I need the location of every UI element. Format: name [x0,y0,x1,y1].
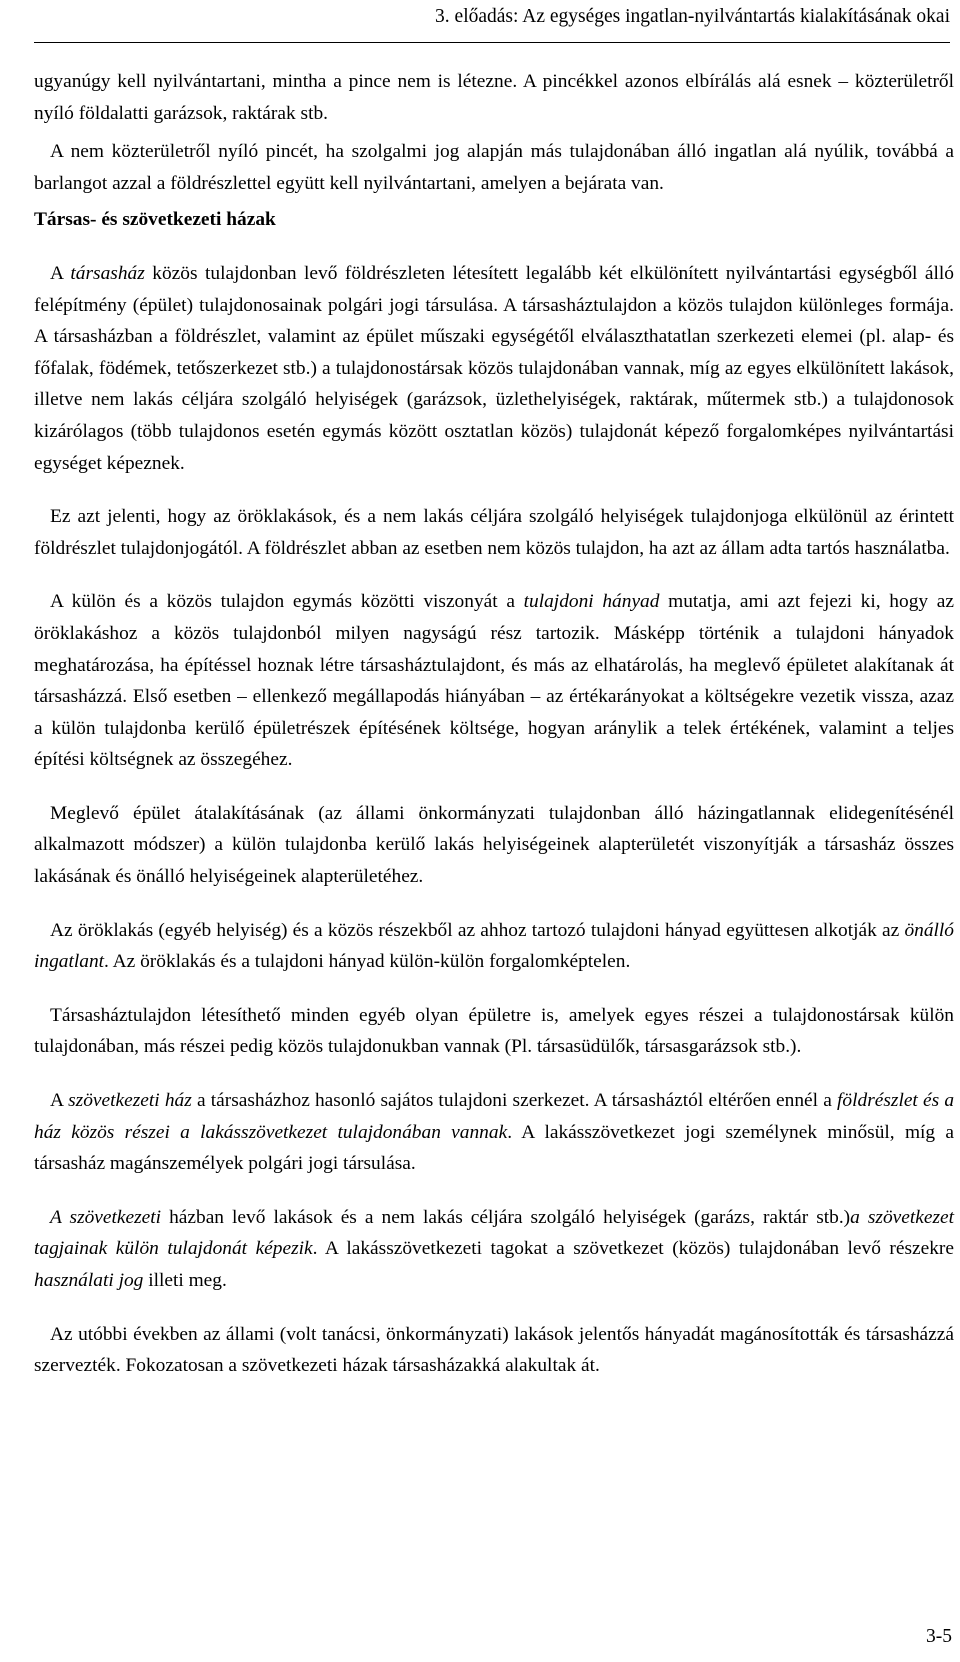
text-run: a társasházhoz hasonló sajátos tulajdoni szerkezet. A társasháztól eltérően ennél a [191,1090,838,1112]
document-body [34,66,954,1382]
italic-term: földrészlet és a ház közös részei a lakásszövetkezet tulajdonában vannak [34,1090,955,1143]
text-run: . Az öröklakás és a tulajdoni hányad külön-külön forgalomképtelen. [104,951,631,973]
paragraph: Ez azt jelenti, hogy az öröklakások, és a nem lakás céljára szolgáló helyiségek tulajdonjoga elkülönül az érintett földrészlet tulajdonjogától. A földrészlet abban az esetben nem közös tulajdon, ha azt az állam adta tartós használatba. [34,506,954,559]
text-run: A külön és a közös tulajdon egymás közötti viszonyát a [50,591,524,613]
paragraph: Az utóbbi években az állami (volt tanácsi, önkormányzati) lakások jelentős hányadát magánosították és társasházzá szervezték. Fokozatosan a szövetkezeti házak társasházakká alakultak át. [34,1323,954,1377]
paragraph [34,915,954,978]
text-run: illeti meg. [143,1270,227,1291]
italic-term: önálló ingatlant [34,919,954,973]
text-run: közös tulajdonban levő földrészleten létesített legalább két elkülönített nyilvántartási egységből álló felépítmény (épület) tulajdonosainak polgári jogi társulása. A társasháztulajdon a közös tulajdon különleges formája. A társasházban a földrészlet, valamint az épület műszaki egységétől elválaszthatatlan szerkezeti elemei (pl. alap- és főfalak, födémek, tetőszerkezet stb.) a tulajdonostársak közös tulajdonában vannak, míg az egyes elkülönített lakások, illetve nem lakás céljára szolgáló helyiségek (garázsok, üzlethelyiségek, raktárak, műtermek stb.) a tulajdonosok kizárólagos (több tulajdonos esetén egymás között osztatlan közös) tulajdonát képező forgalomképes nyilvántartási egységet képeznek. [34,262,955,474]
paragraph: Társasháztulajdon létesíthető minden egyéb olyan épületre is, amelyek egyes részei a tulajdonostársak külön tulajdonában, más részei pedig közös tulajdonukban vannak (Pl. társasüdülők, társasgarázsok stb.). [34,1004,954,1058]
section-heading: Társas- és szövetkezeti házak [34,209,276,231]
text-run: mutatja, ami azt fejezi ki, hogy az öröklakáshoz a közös tulajdonból milyen nagyságú rész tartozik. Másképp történik a tulajdoni hányadok meghatározása, ha építéssel hoznak létre társasháztulajdont, és más az elhatárolás, ha meglevő épületet alakítanak át társasházzá. Első esetben – ellenkező megállapodás hiányában – az értékarányokat a költségekre vezetik vissza, azaz a külön tulajdonba kerülő épületrészek építésének költsége, hogyan aránylik a telek értékének, valamint a teljes építési költségnek az összegéhez. [34,591,954,771]
italic-term: a szövetkezet tagjainak külön tulajdonát képezik [34,1206,954,1260]
text-run: . A lakásszövetkezeti tagokat a szövetkezet (közös) tulajdonában levő részekre [312,1238,954,1260]
italic-term: használati jog [34,1270,144,1291]
page-header [34,0,950,43]
page-number: 3-5 [926,1626,952,1647]
paragraph [34,1202,954,1297]
text-run: . A lakásszövetkezet jogi személynek minősül, míg a társasház magánszemélyek polgári jogi társulása. [34,1121,955,1175]
paragraph [34,1085,954,1180]
italic-term: szövetkezeti ház [68,1090,192,1112]
paragraph [34,586,954,776]
italic-term: tulajdoni hányad [523,591,660,613]
paragraph: Meglevő épület átalakításának (az állami önkormányzati tulajdonban álló házingatlannak elidegenítésénél alkalmazott módszer) a külön tulajdonba kerülő lakás helyiségeinek alapterületét viszonyítják a társasház összes lakásának és önálló helyiségeinek alapterületéhez. [34,802,954,888]
paragraph: A nem közterületről nyíló pincét, ha szolgalmi jog alapján más tulajdonában álló ingatlan alá nyúlik, továbbá a barlangot azzal a földrészlettel együtt kell nyilvántartani, amelyen a bejárata van. [34,141,954,194]
italic-term: A szövetkezeti [50,1206,162,1228]
text-run: házban levő lakások és a nem lakás céljára szolgáló helyiségek (garázs, raktár stb.) [161,1206,851,1228]
italic-term: társasház [70,262,145,284]
paragraph [34,258,954,479]
text-run: A [50,1090,69,1112]
header-title: 3. előadás: Az egységes ingatlan-nyilvántartás kialakításának okai [435,6,950,27]
text-run: Az öröklakás (egyéb helyiség) és a közös részekből az ahhoz tartozó tulajdoni hányad együttesen alkotják az [50,919,905,941]
paragraph: ugyanúgy kell nyilvántartani, mintha a pince nem is létezne. A pincékkel azonos elbírálás alá esnek – közterületről nyíló földalatti garázsok, raktárak stb. [34,71,954,124]
text-run: A [50,262,71,284]
